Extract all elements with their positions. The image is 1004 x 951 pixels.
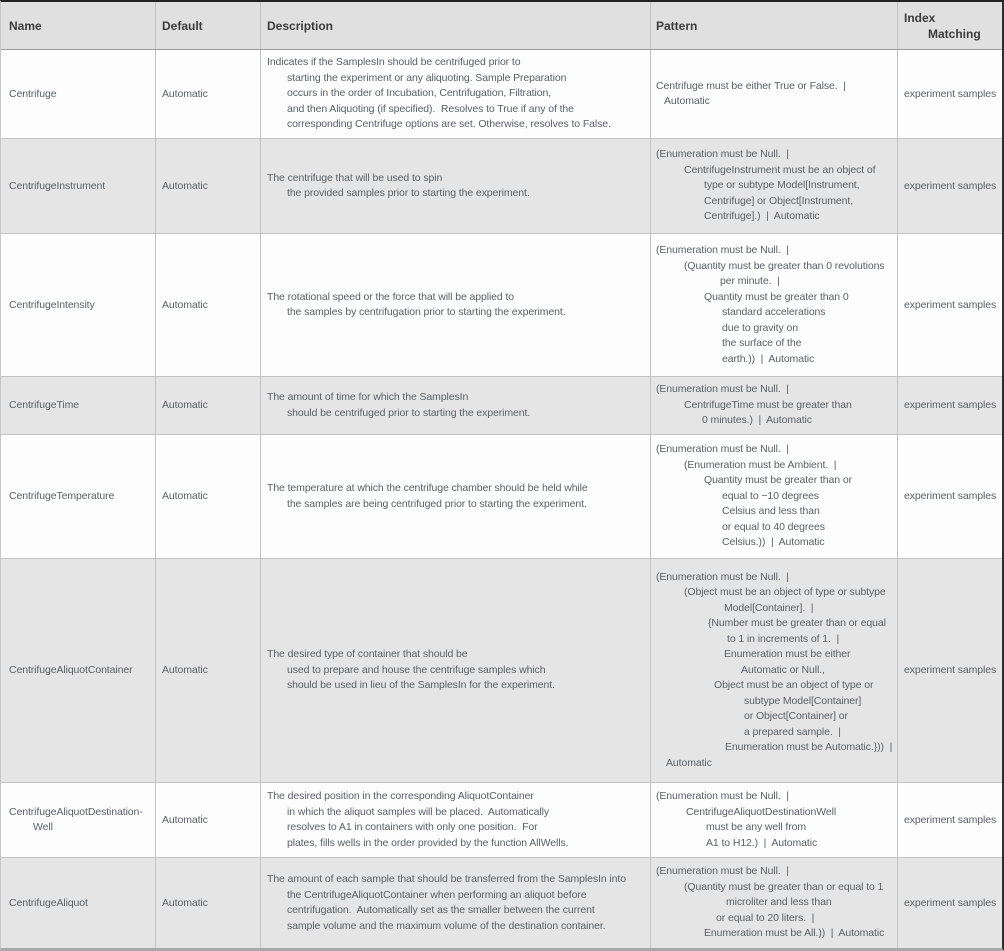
cell-name bbox=[1, 50, 156, 138]
option-pattern: (Enumeration must be Null. | CentrifugeInstrument must be an object of type or subtype Model[Instrument, Centrifuge] or Object[Instrument, Centrifuge].) | Automatic bbox=[656, 148, 876, 223]
header-cell-index-matching bbox=[898, 2, 1002, 49]
cell-description bbox=[261, 858, 651, 948]
cell-default bbox=[156, 50, 261, 138]
cell-index-matching bbox=[898, 377, 1002, 434]
option-default: Automatic bbox=[162, 179, 208, 192]
table-row bbox=[1, 559, 1002, 783]
cell-name bbox=[1, 559, 156, 782]
cell-default bbox=[156, 783, 261, 857]
header-row bbox=[1, 2, 1002, 50]
option-default: Automatic bbox=[162, 87, 208, 100]
cell-description bbox=[261, 139, 651, 233]
table-row bbox=[1, 858, 1002, 948]
option-name: CentrifugeInstrument bbox=[9, 179, 106, 192]
cell-description bbox=[261, 377, 651, 434]
option-pattern: (Enumeration must be Null. | (Quantity must be greater than 0 revolutions per minute. | Quantity must be greater than 0 standard accelerations due to gravity on the surface of the earth.)) | Automatic bbox=[656, 244, 885, 365]
cell-default bbox=[156, 234, 261, 376]
cell-pattern bbox=[651, 559, 898, 782]
cell-pattern bbox=[651, 234, 898, 376]
cell-pattern bbox=[651, 377, 898, 434]
option-index-matching: experiment samples bbox=[904, 664, 997, 676]
cell-name bbox=[1, 783, 156, 857]
cell-name bbox=[1, 435, 156, 558]
option-name: CentrifugeIntensity bbox=[9, 298, 95, 311]
option-default: Automatic bbox=[162, 896, 208, 909]
option-name: CentrifugeAliquotContainer bbox=[9, 664, 133, 676]
option-default: Automatic bbox=[162, 298, 208, 311]
option-name: CentrifugeAliquotDestination- Well bbox=[9, 806, 143, 833]
option-default: Automatic bbox=[162, 399, 208, 411]
cell-description bbox=[261, 559, 651, 782]
cell-index-matching bbox=[898, 50, 1002, 138]
option-name: Centrifuge bbox=[9, 87, 57, 100]
header-label-name: Name bbox=[9, 18, 42, 33]
cell-index-matching bbox=[898, 783, 1002, 857]
cell-pattern bbox=[651, 435, 898, 558]
option-description: Indicates if the SamplesIn should be centrifuged prior to starting the experiment or any aliquoting. Sample Preparation occurs in the order of Incubation, Centrifugation, Filtration, and then Aliquoting (if specified). Resolves to True if any of the corresponding Centrifuge options are set. Otherwise, resolves to False. bbox=[267, 56, 611, 131]
option-pattern: (Enumeration must be Null. | CentrifugeAliquotDestinationWell must be any well from A1 to H12.) | Automatic bbox=[656, 790, 837, 849]
option-pattern: (Enumeration must be Null. | (Enumeration must be Ambient. | Quantity must be greater than or equal to −10 degrees Celsius and less than or equal to 40 degrees Celsius.)) | Automatic bbox=[656, 443, 852, 549]
cell-default bbox=[156, 377, 261, 434]
header-cell-pattern bbox=[651, 2, 898, 49]
option-pattern: Centrifuge must be either True or False. | Automatic bbox=[656, 79, 846, 107]
table-row bbox=[1, 50, 1002, 139]
table-row bbox=[1, 139, 1002, 234]
option-pattern: (Enumeration must be Null. | (Object must be an object of type or subtype Model[Container]. | {Number must be greater than or equal to 1 in increments of 1. | Enumeration must be either Automatic or Null., Object must be an object of type or subtype Model[Container] or Object[Container] or a prepared sample. | Enumeration must be Automatic.})) | Automatic bbox=[656, 570, 893, 769]
cell-description bbox=[261, 50, 651, 138]
option-index-matching: experiment samples bbox=[904, 179, 997, 192]
header-label-description: Description bbox=[267, 18, 334, 33]
option-index-matching: experiment samples bbox=[904, 87, 997, 100]
header-label-index-matching: Index Matching bbox=[904, 10, 981, 41]
cell-default bbox=[156, 435, 261, 558]
table-row bbox=[1, 435, 1002, 559]
cell-description bbox=[261, 234, 651, 376]
option-description: The amount of time for which the SamplesIn should be centrifuged prior to starting the experiment. bbox=[267, 391, 531, 419]
cell-index-matching bbox=[898, 234, 1002, 376]
option-index-matching: experiment samples bbox=[904, 896, 997, 909]
header-cell-description bbox=[261, 2, 651, 49]
cell-default bbox=[156, 559, 261, 782]
option-description: The amount of each sample that should be transferred from the SamplesIn into the CentrifugeAliquotContainer when performing an aliquot before centrifugation. Automatically set as the smaller between the current sample volume and the maximum volume of the destination container. bbox=[267, 873, 626, 932]
option-index-matching: experiment samples bbox=[904, 490, 997, 502]
cell-pattern bbox=[651, 858, 898, 948]
cell-index-matching bbox=[898, 435, 1002, 558]
header-label-default: Default bbox=[162, 18, 203, 33]
option-pattern: (Enumeration must be Null. | (Quantity must be greater than or equal to 1 microliter and less than or equal to 20 liters. | Enumeration must be All.)) | Automatic bbox=[656, 865, 885, 940]
option-index-matching: experiment samples bbox=[904, 399, 997, 411]
option-index-matching: experiment samples bbox=[904, 813, 997, 826]
option-name: CentrifugeTime bbox=[9, 399, 79, 411]
cell-default bbox=[156, 139, 261, 233]
cell-pattern bbox=[651, 50, 898, 138]
cell-name bbox=[1, 377, 156, 434]
cell-description bbox=[261, 435, 651, 558]
cell-name bbox=[1, 139, 156, 233]
option-default: Automatic bbox=[162, 813, 208, 826]
cell-index-matching bbox=[898, 858, 1002, 948]
option-description: The desired type of container that should be used to prepare and house the centrifuge samples which should be used in lieu of the SamplesIn for the experiment. bbox=[267, 648, 555, 692]
table-row bbox=[1, 234, 1002, 377]
cell-index-matching bbox=[898, 139, 1002, 233]
table-row bbox=[1, 377, 1002, 435]
option-pattern: (Enumeration must be Null. | CentrifugeTime must be greater than 0 minutes.) | Automatic bbox=[656, 383, 852, 427]
cell-index-matching bbox=[898, 559, 1002, 782]
header-cell-name bbox=[1, 2, 156, 49]
cell-name bbox=[1, 234, 156, 376]
option-default: Automatic bbox=[162, 490, 208, 502]
header-cell-default bbox=[156, 2, 261, 49]
option-description: The centrifuge that will be used to spin the provided samples prior to starting the experiment. bbox=[267, 171, 530, 199]
option-name: CentrifugeAliquot bbox=[9, 896, 88, 909]
cell-name bbox=[1, 858, 156, 948]
option-default: Automatic bbox=[162, 664, 208, 676]
option-description: The temperature at which the centrifuge chamber should be held while the samples are being centrifuged prior to starting the experiment. bbox=[267, 482, 588, 510]
cell-description bbox=[261, 783, 651, 857]
cell-pattern bbox=[651, 139, 898, 233]
cell-pattern bbox=[651, 783, 898, 857]
table-row bbox=[1, 783, 1002, 858]
option-description: The desired position in the corresponding AliquotContainer in which the aliquot samples will be placed. Automatically resolves to A1 in containers with only one position. For plates, fills wells in the order provided by the function AllWells. bbox=[267, 790, 569, 849]
option-description: The rotational speed or the force that will be applied to the samples by centrifugation prior to starting the experiment. bbox=[267, 290, 566, 318]
option-name: CentrifugeTemperature bbox=[9, 490, 115, 502]
header-label-pattern: Pattern bbox=[656, 18, 698, 33]
option-index-matching: experiment samples bbox=[904, 298, 997, 311]
cell-default bbox=[156, 858, 261, 948]
